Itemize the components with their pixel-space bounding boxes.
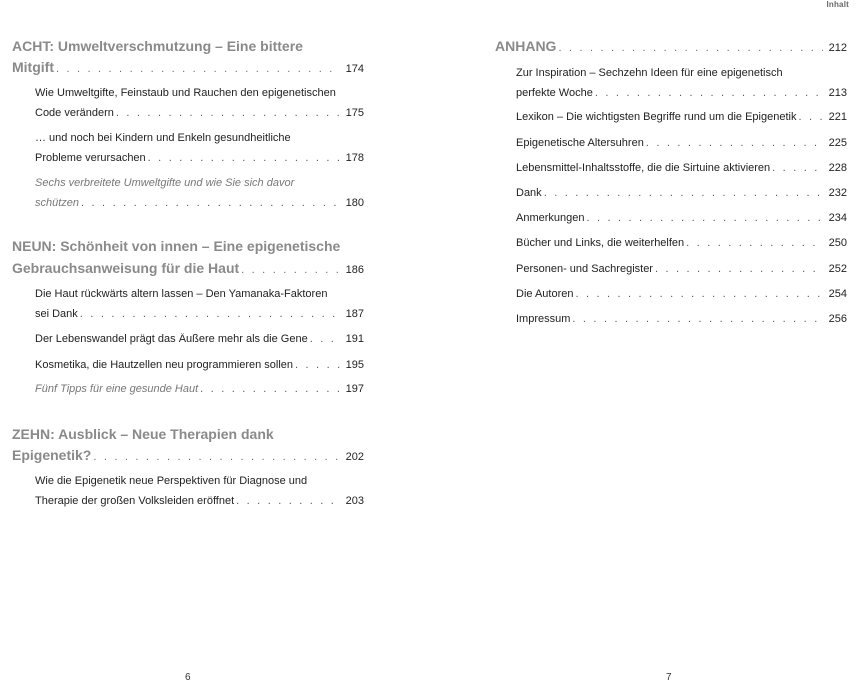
page-number: 175 [345,107,364,119]
dot-leader [575,288,822,300]
toc-entry[interactable] [516,288,847,300]
dot-leader [295,359,340,371]
toc-entry[interactable] [516,187,847,199]
dot-leader [772,162,822,174]
page-number: 232 [828,187,847,199]
entry-line [35,333,364,345]
page-number: 202 [345,451,364,463]
page-number: 195 [345,359,364,371]
entry-text-line1: Sechs verbreitete Umweltgifte und wie Sie sich davor [35,177,295,189]
chapter-title-text: Epigenetik? [12,447,92,463]
dot-leader [81,197,340,209]
page-number: 228 [828,162,847,174]
dot-leader [587,212,823,224]
page-number: 187 [345,308,364,320]
page-number-left: 6 [185,672,191,683]
page-number: 250 [828,237,847,249]
chapter-title-line1: ACHT: Umweltverschmutzung – Eine bittere [12,38,303,54]
entry-line2 [35,495,364,507]
dot-leader [236,495,339,507]
dot-leader [116,107,340,119]
entry-text-line1: Zur Inspiration – Sechzehn Ideen für eine epigenetisch [516,67,783,79]
entry-text: Bücher und Links, die weiterhelfen [516,237,685,249]
entry-line2 [35,197,364,209]
dot-leader [544,187,823,199]
entry-text: sei Dank [35,308,78,320]
chapter-title-line2 [12,447,364,463]
page-number: 180 [345,197,364,209]
entry-text: Lexikon – Die wichtigsten Begriffe rund um die Epigenetik [516,111,797,123]
dot-leader [655,263,823,275]
toc-entry[interactable] [516,237,847,249]
entry-text-line1: Wie die Epigenetik neue Perspektiven für Diagnose und [35,475,308,487]
entry-text: Fünf Tipps für eine gesunde Haut [35,383,199,395]
entry-text: Probleme verursachen [35,152,146,164]
toc-entry[interactable] [516,263,847,275]
chapter-title-line1: ZEHN: Ausblick – Neue Therapien dank [12,426,274,442]
entry-text-line1: Wie Umweltgifte, Feinstaub und Rauchen den epigenetischen [35,87,336,99]
page-number: 234 [828,212,847,224]
entry-text: Therapie der großen Volksleiden eröffnet [35,495,235,507]
page-number: 212 [828,42,847,54]
page-number: 225 [828,137,847,149]
entry-text: Personen- und Sachregister [516,263,653,275]
page-number-right: 7 [666,672,672,683]
entry-text: perfekte Woche [516,87,593,99]
entry-text: Kosmetika, die Hautzellen neu programmieren sollen [35,359,294,371]
right-page [430,0,861,688]
entry-line2 [35,152,364,164]
toc-entry[interactable] [516,162,847,174]
entry-text: Epigenetische Altersuhren [516,137,644,149]
toc-entry[interactable] [516,137,847,149]
appendix-heading[interactable] [495,38,847,54]
entry-text-line1: Die Haut rückwärts altern lassen – Den Yamanaka-Faktoren [35,288,328,300]
dot-leader [241,264,339,276]
chapter-title-line2 [12,260,364,276]
entry-text: Lebensmittel-Inhaltsstoffe, die die Sirtuine aktivieren [516,162,771,174]
dot-leader [798,111,822,123]
entry-text: Anmerkungen [516,212,585,224]
page-number: 178 [345,152,364,164]
dot-leader [572,313,822,325]
entry-text: Dank [516,187,542,199]
entry-line2 [35,308,364,320]
chapter-title-line1: NEUN: Schönheit von innen – Eine epigenetische [12,238,341,254]
left-page [0,0,430,688]
entry-text: Der Lebenswandel prägt das Äußere mehr als die Gene [35,333,308,345]
page-number: 203 [345,495,364,507]
entry-line [35,359,364,371]
entry-text: Code verändern [35,107,114,119]
dot-leader [93,451,339,463]
page-number: 252 [828,263,847,275]
chapter-title-line2 [12,59,364,75]
chapter-title-text: Gebrauchsanweisung für die Haut [12,260,240,276]
chapter-title-text: Mitgift [12,59,54,75]
page-number: 186 [345,264,364,276]
dot-leader [646,137,823,149]
entry-line [35,383,364,395]
dot-leader [558,42,822,54]
dot-leader [595,87,823,99]
running-head: Inhalt [826,0,849,9]
entry-text: schützen [35,197,80,209]
page-number: 191 [345,333,364,345]
dot-leader [686,237,822,249]
appendix-title: ANHANG [495,38,557,54]
entry-text: Die Autoren [516,288,574,300]
page-number: 254 [828,288,847,300]
dot-leader [56,63,340,75]
toc-entry[interactable] [516,313,847,325]
entry-line2 [516,87,847,99]
page-number: 174 [345,63,364,75]
dot-leader [148,152,340,164]
dot-leader [200,383,339,395]
dot-leader [310,333,340,345]
entry-text: Impressum [516,313,571,325]
page-number: 197 [345,383,364,395]
page-number: 213 [828,87,847,99]
toc-entry[interactable] [516,212,847,224]
toc-entry[interactable] [516,111,847,123]
entry-line2 [35,107,364,119]
dot-leader [80,308,340,320]
page-number: 221 [828,111,847,123]
page-number: 256 [828,313,847,325]
entry-text-line1: … und noch bei Kindern und Enkeln gesundheitliche [35,132,291,144]
